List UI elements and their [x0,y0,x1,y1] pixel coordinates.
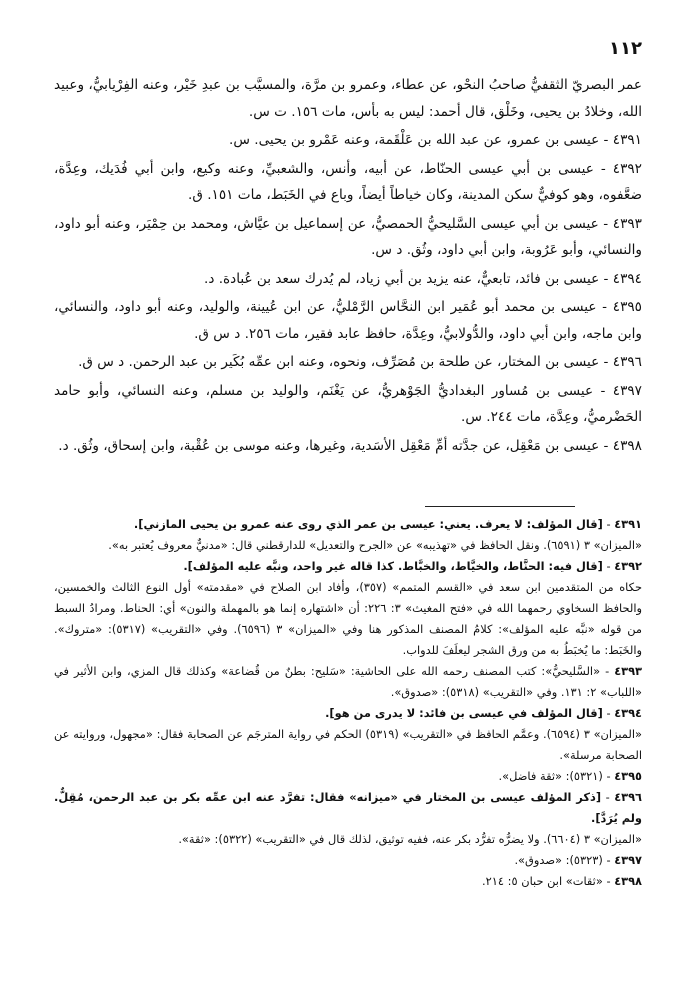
note-body: «الميزان» ٣ (٦٥٩١). ونقل الحافظ في «تهذيبه» عن «الجرح والتعديل» للدارقطني قال: «مدنيٌّ معروف يُعتبر به». [108,538,642,552]
note-body: «السَّليحيُّ»: كتب المصنف رحمه الله على الحاشية: «سَليح: بطنٌ من قُضاعة» وكذلك قال المزي، وابن الأثير في «اللباب» ٢: ١٣١. وفي «التقريب» (٥٣١٨): «صدوق». [54,664,642,699]
entry-4394: ٤٣٩٤ - عيسى بن فائد، تابعيٌّ، عنه يزيد بن أبي زياد، لم يُدرك سعد بن عُبادة. د. [204,270,642,287]
note-body: (٥٣٢٣): «صدوق». [514,853,603,867]
note-body: «الميزان» ٣ (٦٦٠٤). ولا يضرُّه تفرُّد بكر عنه، ففيه توثيق، لذلك قال في «التقريب» (٥٣٢٢): «ثقة». [178,832,642,846]
footnote-divider [425,506,575,507]
note-number: ٤٣٩٢ [614,559,642,573]
note-4395: ٤٣٩٥ - (٥٣٢١): «ثقة فاضل». [498,769,642,783]
note-number: ٤٣٩١ [614,517,642,531]
note-4392: ٤٣٩٢ - [قال فيه: الحنَّاط، والخيَّاط، والخبَّاط. كذا قاله غير واحد، ونبَّه عليه المؤلف]. [183,559,642,573]
entry-4393: ٤٣٩٣ - عيسى بن أبي عيسى السَّليحيُّ الحمصيُّ، عن إسماعيل بن عيَّاش، ومحمد بن حِمْيَر، وعنه أبو داود، والنسائي، وأبو عَرُوبة، وابن أبي داود، وثُق. د س. [54,215,642,258]
note-number: ٤٣٩٨ [614,874,642,888]
note-number: ٤٣٩٣ [614,664,642,678]
note-4397: ٤٣٩٧ - (٥٣٢٣): «صدوق». [514,853,642,867]
note-4396: ٤٣٩٦ - [ذكر المؤلف عيسى بن المختار في «ميزانه» فقال: تفرَّد عنه ابن عمِّه بكر بن عبد الرحمن، مُقِلٌّ. ولم يُرَدَّ]. [54,790,642,825]
page-number: ١١٢ [609,38,642,59]
note-4393: ٤٣٩٣ - «السَّليحيُّ»: كتب المصنف رحمه الله على الحاشية: «سَليح: بطنٌ من قُضاعة» وكذلك قال المزي، وابن الأثير في «اللباب» ٢: ١٣١. وفي «التقريب» (٥٣١٨): «صدوق». [54,664,642,699]
note-number: ٤٣٩٤ [614,706,642,720]
entry-4397: ٤٣٩٧ - عيسى بن مُساور البغداديُّ الجَوْهريُّ، عن يَغْنَم، والوليد بن مسلم، وعنه النسائي، وأبو حامد الحَضْرميُّ، وعِدَّة، مات ٢٤٤. س. [54,382,642,425]
note-body: (٥٣٢١): «ثقة فاضل». [498,769,603,783]
note-quote: [ذكر المؤلف عيسى بن المختار في «ميزانه» فقال: تفرَّد عنه ابن عمِّه بكر بن عبد الرحمن، مُقِلٌّ. ولم يُرَدَّ]. [54,790,642,825]
note-4394: ٤٣٩٤ - [قال المؤلف في عيسى بن فائد: لا يدرى من هو]. [325,706,642,720]
footnotes [54,514,642,892]
note-quote: [قال فيه: الحنَّاط، والخيَّاط، والخبَّاط. كذا قاله غير واحد، ونبَّه عليه المؤلف]. [183,559,603,573]
note-body: «ثقات» ابن حبان ٥: ٢١٤. [482,874,603,888]
note-quote: [قال المؤلف في عيسى بن فائد: لا يدرى من هو]. [325,706,603,720]
entry-4391: ٤٣٩١ - عيسى بن عمرو، عن عبد الله بن عَلْقَمة، وعنه عَمْرو بن يحيى. س. [229,132,642,148]
entry-continuation: عمر البصريّ الثقفيُّ صاحبُ النحْو، عن عطاء، وعمرو بن مرَّة، والمسيَّب بن عبدِ خَيْر، وعنه الفِرْيابيُّ، وعبيد الله، وخلادُ بن يحيى، وخَلْق، قال أحمد: ليس به بأس، مات ١٥٦. ت س. [54,77,642,120]
note-4391: ٤٣٩١ - [قال المؤلف: لا يعرف. يعني: عيسى بن عمر الذي روى عنه عمرو بن يحيى المازني]. [133,517,642,531]
main-text [54,72,642,461]
entry-4396: ٤٣٩٦ - عيسى بن المختار، عن طلحة بن مُصَرِّف، ونحوه، وعنه ابن عمِّه بُكَير بن عبد الرحمن. د س ق. [78,354,642,370]
note-body: «الميزان» ٣ (٦٥٩٤). وعمَّم الحافظ في «التقريب» (٥٣١٩) الحكم في رواية المترجَم عن الصحابة فقال: «مجهول، وروايته عن الصحابة مرسلة». [54,727,642,762]
note-4398: ٤٣٩٨ - «ثقات» ابن حبان ٥: ٢١٤. [482,874,642,888]
entry-4395: ٤٣٩٥ - عيسى بن محمد أبو عُمَير ابن النحَّاس الرَّمْليُّ، عن ابن عُيينة، والوليد، وعنه أبو داود، والنسائي، وابن ماجه، وابن أبي داود، والدُّولابيُّ، وعِدَّة، حافظ عابد فقير، مات ٢٥٦. د س ق. [54,299,642,342]
note-quote: [قال المؤلف: لا يعرف. يعني: عيسى بن عمر الذي روى عنه عمرو بن يحيى المازني]. [133,517,603,531]
entry-4392: ٤٣٩٢ - عيسى بن أبي عيسى الحنّاط، عن أبيه، وأنس، والشعبيِّ، وعنه وكيع، وابن أبي فُدَيك، وعِدَّة، ضعَّفوه، وهو كوفيٌّ سكن المدينة، وكان خياطاً أيضاً، وباع في الخَبَط، مات ١٥١. ق. [54,160,642,203]
note-number: ٤٣٩٦ [614,790,642,804]
note-number: ٤٣٩٧ [614,853,642,867]
note-number: ٤٣٩٥ [614,769,642,783]
note-body: حكاه من المتقدمين ابن سعد في «القسم المتمم» (٣٥٧)، وأفاد ابن الصلاح في «مقدمته» أول النوع الثالث والخمسين، والحافظ السخاوي رحمهما الله في «فتح المغيث» ٣: ٢٢٦: أن «اشتهاره إنما هو بالمهملة والنون» أي: الحناط. ومرادُ السبط من قوله «نبَّه عليه المؤلف»: كلامُ المصنف المذكور هنا وفي «الميزان» ٣ (٦٥٩٦). وفي «التقريب» (٥٣١٧): «متروك». والخَبَط: ما يُخبَطُ به من ورق الشجر ليعلَفَ للدواب. [54,580,642,657]
entry-4398: ٤٣٩٨ - عيسى بن مَعْقِل، عن جدَّته أمِّ مَعْقِل الأسَدية، وغيرها، وعنه موسى بن عُقْبة، وابن إسحاق، وثُق. د. [58,437,642,454]
